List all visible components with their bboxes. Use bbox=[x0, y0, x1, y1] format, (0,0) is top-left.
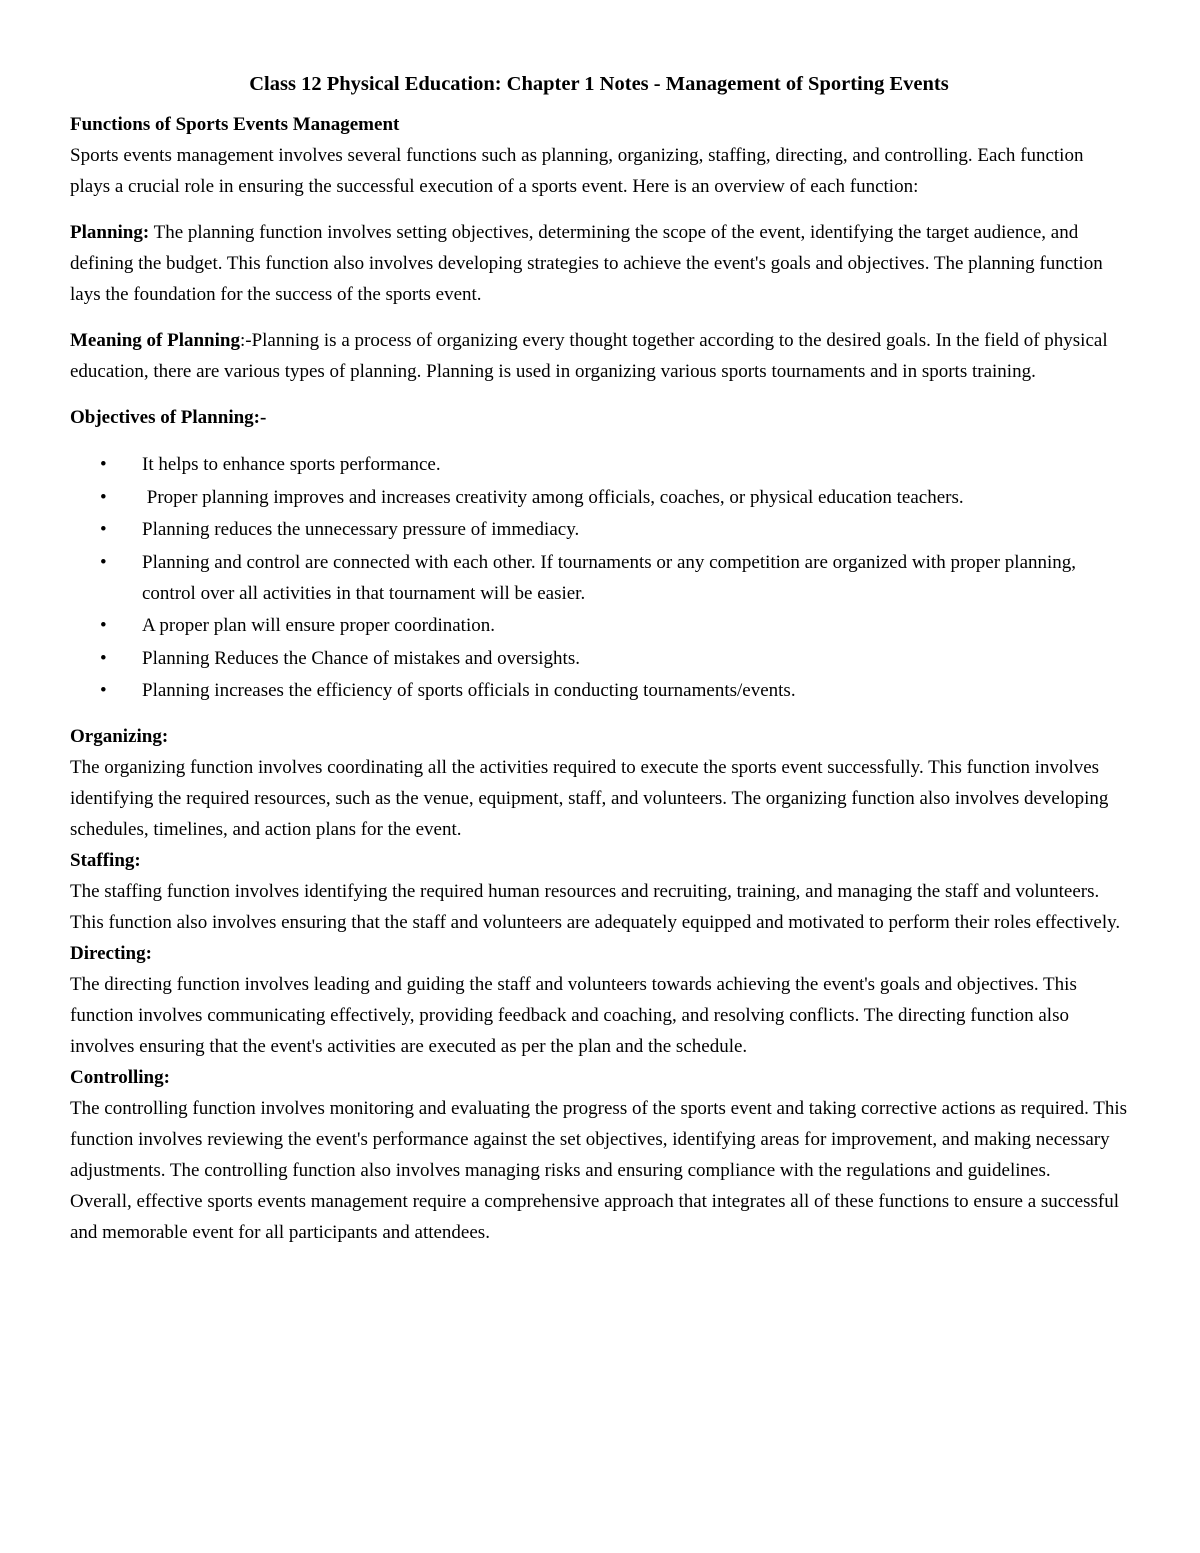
objectives-section bbox=[70, 402, 1128, 706]
objectives-heading: Objectives of Planning:- bbox=[70, 407, 267, 428]
document-page bbox=[70, 68, 1128, 1248]
directing-heading: Directing: bbox=[70, 943, 152, 964]
functions-section bbox=[70, 109, 1128, 202]
conclusion-text: Overall, effective sports events management require a comprehensive approach that integrates all of these functions to ensure a successful and memorable event for all participants and attendees. bbox=[70, 1191, 1119, 1243]
list-item-text: Planning reduces the unnecessary pressure of immediacy. bbox=[142, 519, 580, 540]
bullet-icon: • bbox=[100, 647, 107, 669]
list-item bbox=[70, 547, 1128, 609]
directing-section bbox=[70, 938, 1128, 1062]
meaning-of-planning-paragraph bbox=[70, 325, 1128, 387]
planning-paragraph bbox=[70, 217, 1128, 310]
list-item-text: A proper plan will ensure proper coordination. bbox=[142, 615, 495, 636]
bullet-icon: • bbox=[100, 615, 107, 636]
list-item-text: Planning Reduces the Chance of mistakes and oversights. bbox=[142, 647, 580, 669]
bullet-icon: • bbox=[100, 454, 107, 475]
staffing-text: The staffing function involves identifying the required human resources and recruiting, training, and managing the staff and volunteers. This function also involves ensuring that the staff and volunteers are adequately equipped and motivated to perform their roles effectively. bbox=[70, 881, 1121, 933]
functions-heading: Functions of Sports Events Management bbox=[70, 114, 400, 135]
directing-text: The directing function involves leading and guiding the staff and volunteers towards achieving the event's goals and objectives. This function involves communicating effectively, providing feedback and coaching, and resolving conflicts. The directing function also involves ensuring that the event's activities are executed as per the plan and the schedule. bbox=[70, 974, 1077, 1057]
planning-label: Planning: bbox=[70, 222, 150, 243]
meaning-of-planning-label: Meaning of Planning bbox=[70, 330, 240, 351]
list-item bbox=[70, 643, 1128, 674]
staffing-section bbox=[70, 845, 1128, 938]
controlling-heading: Controlling: bbox=[70, 1067, 170, 1088]
organizing-text: The organizing function involves coordinating all the activities required to execute the sports event successfully. This function involves identifying the required resources, such as the venue, equipment, staff, and volunteers. The organizing function also involves developing schedules, timelines, and action plans for the event. bbox=[70, 757, 1109, 840]
functions-intro: Sports events management involves several functions such as planning, organizing, staffing, directing, and controlling. Each function plays a crucial role in ensuring the successful execution of a sports event. Here is an overview of each function: bbox=[70, 145, 1084, 197]
list-item-text: Planning increases the efficiency of sports officials in conducting tournaments/events. bbox=[142, 680, 796, 701]
list-item bbox=[70, 449, 1128, 480]
list-item bbox=[70, 482, 1128, 513]
planning-text: The planning function involves setting objectives, determining the scope of the event, identifying the target audience, and defining the budget. This function also involves developing strategies to achieve the event's goals and objectives. The planning function lays the foundation for the success of the sports event. bbox=[70, 222, 1103, 305]
bullet-icon: • bbox=[100, 551, 107, 573]
list-item-text: Proper planning improves and increases creativity among officials, coaches, or physical education teachers. bbox=[142, 486, 964, 508]
list-item bbox=[70, 675, 1128, 706]
bullet-icon: • bbox=[100, 486, 107, 508]
objectives-list bbox=[70, 449, 1128, 706]
list-item bbox=[70, 514, 1128, 545]
list-item-text: Planning and control are connected with each other. If tournaments or any competition are organized with proper planning, control over all activities in that tournament will be easier. bbox=[142, 551, 1077, 604]
controlling-text: The controlling function involves monitoring and evaluating the progress of the sports event and taking corrective actions as required. This function involves reviewing the event's performance against the set objectives, identifying areas for improvement, and making necessary adjustments. The controlling function also involves managing risks and ensuring compliance with the regulations and guidelines. bbox=[70, 1098, 1128, 1181]
controlling-section bbox=[70, 1062, 1128, 1186]
list-item bbox=[70, 610, 1128, 641]
organizing-heading: Organizing: bbox=[70, 726, 169, 747]
staffing-heading: Staffing: bbox=[70, 850, 141, 871]
document-title: Class 12 Physical Education: Chapter 1 Notes - Management of Sporting Events bbox=[249, 73, 949, 95]
list-item-text: It helps to enhance sports performance. bbox=[142, 454, 441, 475]
organizing-section bbox=[70, 721, 1128, 845]
bullet-icon: • bbox=[100, 519, 107, 540]
meaning-of-planning-text: :-Planning is a process of organizing every thought together according to the desired goals. In the field of physical education, there are various types of planning. Planning is used in organizing various sports tournaments and in sports training. bbox=[70, 330, 1108, 382]
bullet-icon: • bbox=[100, 680, 107, 701]
